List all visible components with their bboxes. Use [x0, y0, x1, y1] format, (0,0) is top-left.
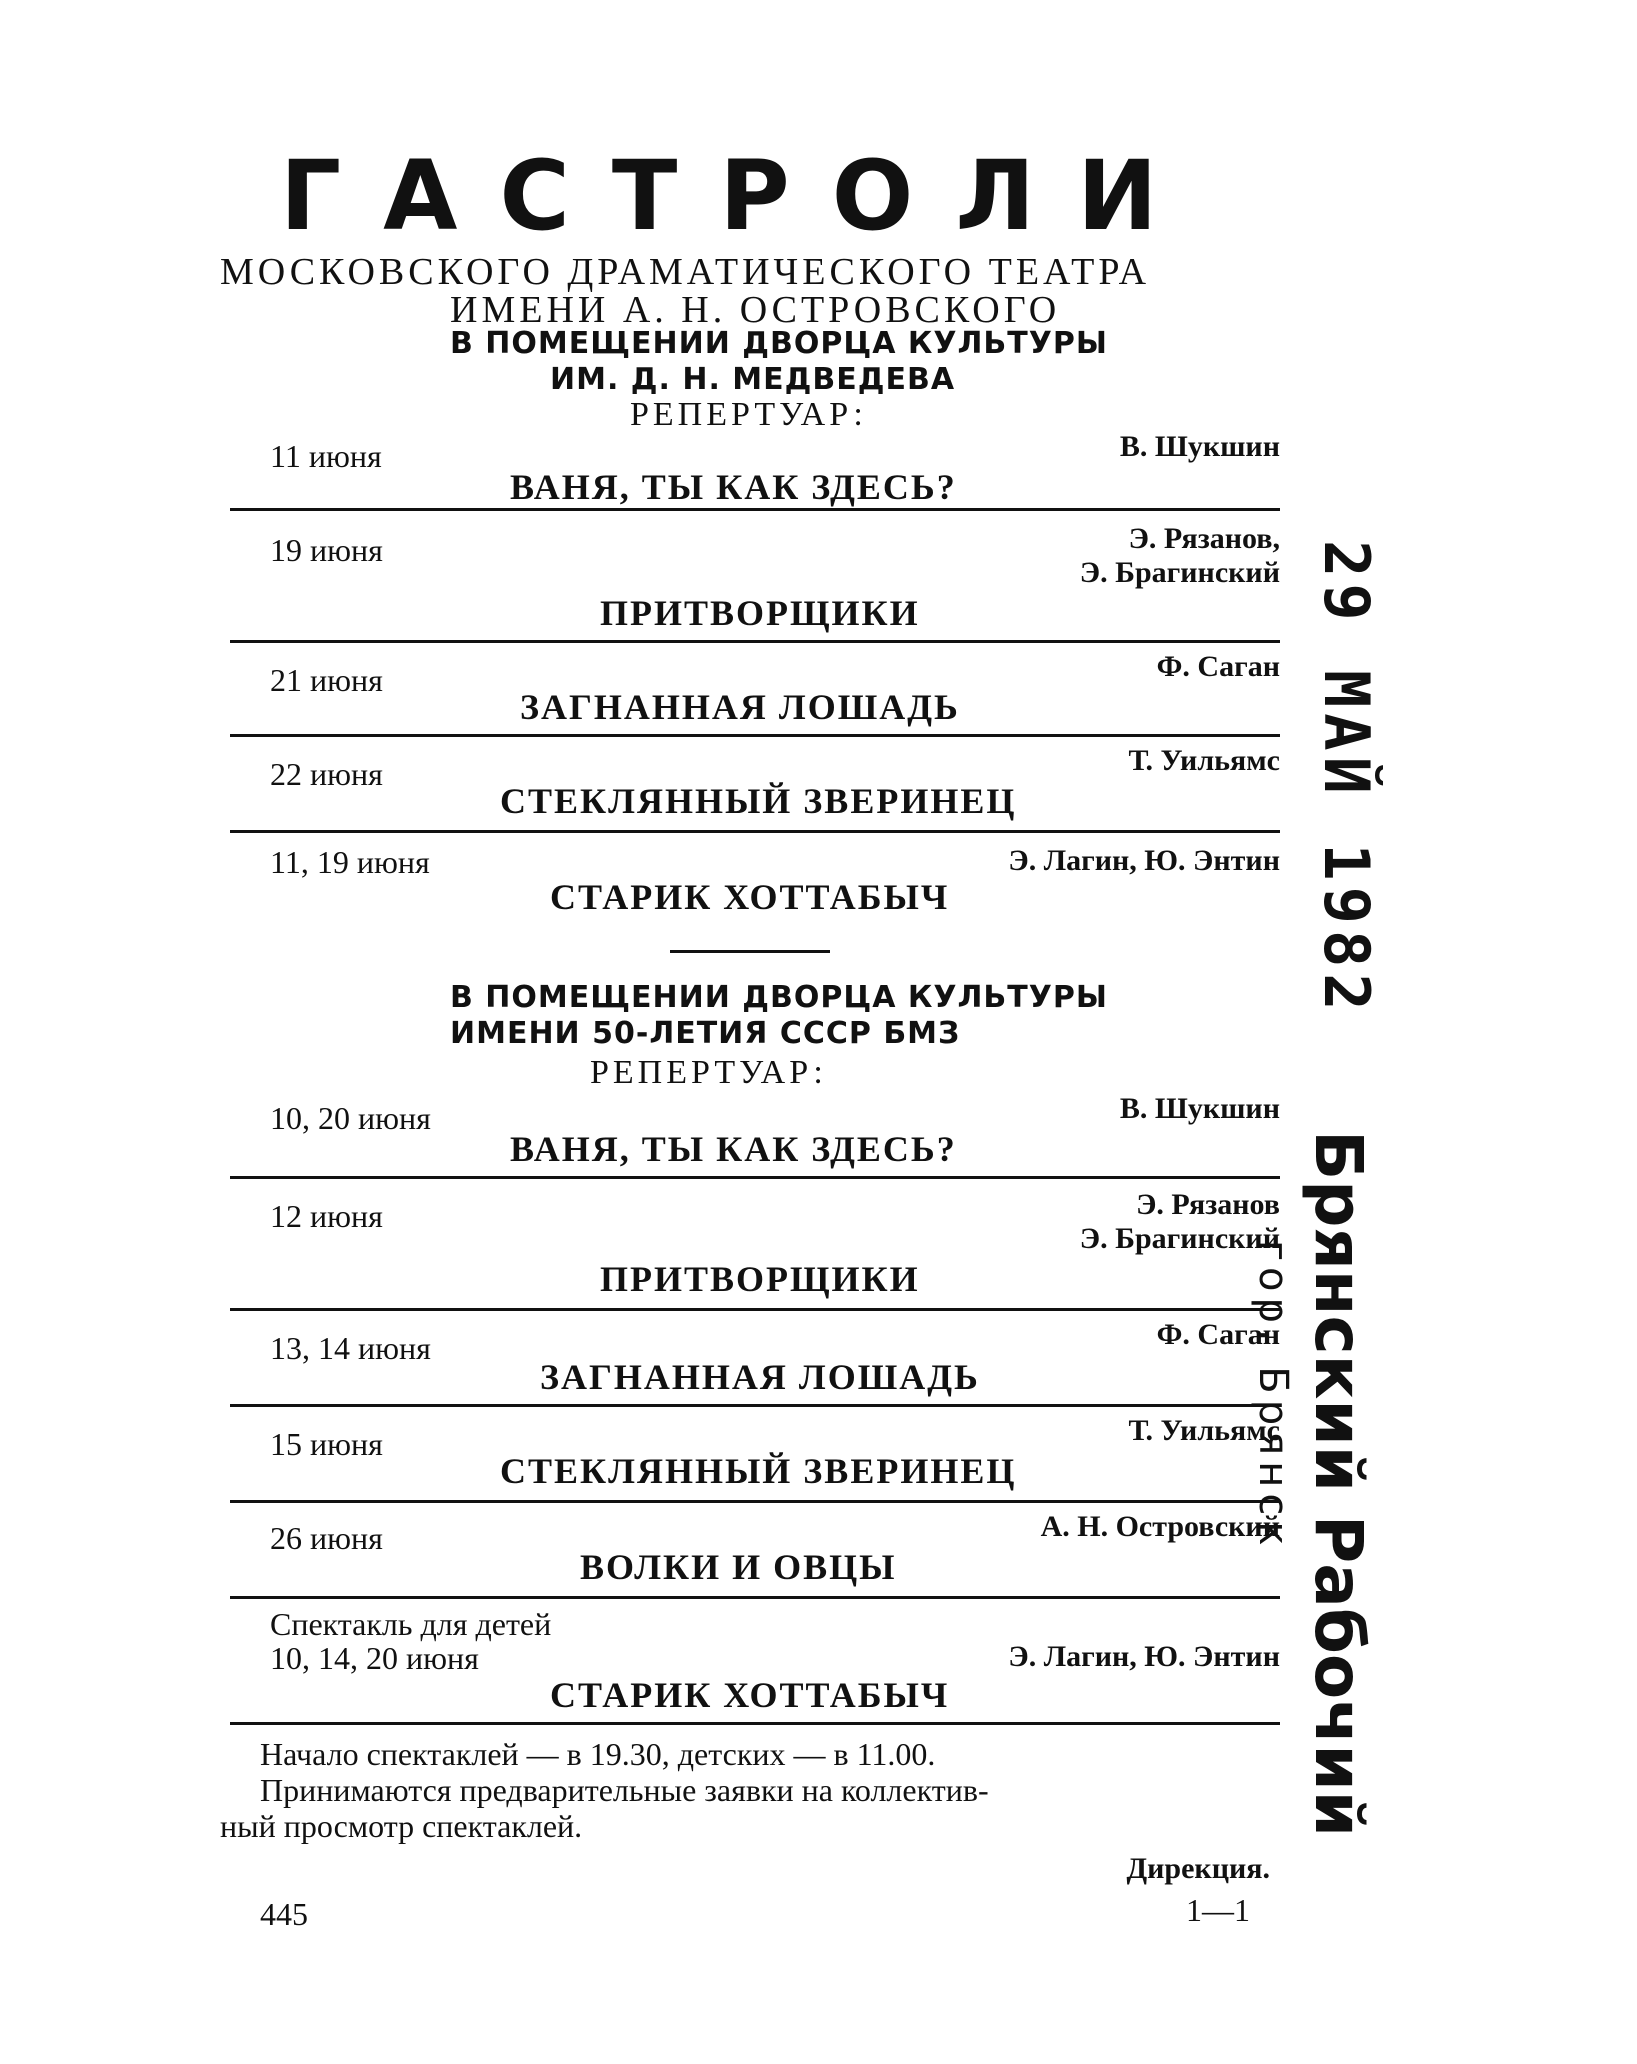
play-title: ПРИТВОРЩИКИ [600, 593, 920, 633]
list-item [240, 1414, 1280, 1494]
footer-start-times: Начало спектаклей — в 19.30, детских — в 11.00. [260, 1736, 936, 1772]
performance-date: 26 июня [270, 1520, 383, 1556]
divider [230, 640, 1280, 643]
performance-date: 11 июня [270, 438, 382, 474]
play-title: СТАРИК ХОТТАБЫЧ [550, 1675, 950, 1715]
performance-date: 10, 14, 20 июня [270, 1640, 479, 1676]
divider [230, 508, 1280, 511]
divider [230, 734, 1280, 737]
performance-date: 13, 14 июня [270, 1330, 431, 1366]
list-item [240, 430, 1280, 510]
play-title: СТАРИК ХОТТАБЫЧ [550, 877, 950, 917]
list-item [240, 1606, 1280, 1716]
footer-requests: Принимаются предварительные заявки на коллектив- [260, 1772, 989, 1808]
divider [230, 1404, 1280, 1407]
performance-date: 11, 19 июня [270, 844, 430, 880]
author: Ф. Саган [1156, 1318, 1280, 1351]
list-item [240, 522, 1280, 632]
author-second: Э. Брагинский [1079, 556, 1280, 589]
author: Т. Уильямс [1128, 1414, 1280, 1447]
venue2-repertoire-heading: РЕПЕРТУАР: [590, 1054, 827, 1091]
venue1-repertoire-heading: РЕПЕРТУАР: [630, 396, 867, 433]
performance-date: 21 июня [270, 662, 383, 698]
list-item [240, 844, 1280, 924]
play-title: ВАНЯ, ТЫ КАК ЗДЕСЬ? [510, 1129, 957, 1169]
divider [230, 1308, 1280, 1311]
list-item [240, 1092, 1280, 1172]
author: В. Шукшин [1119, 1092, 1280, 1125]
author: Э. Лагин, Ю. Энтин [1008, 844, 1280, 877]
author: Ф. Саган [1156, 650, 1280, 683]
issue-number: 1—1 [1186, 1892, 1250, 1928]
children-label: Спектакль для детей [270, 1606, 552, 1642]
section-divider [670, 950, 830, 953]
performance-date: 12 июня [270, 1198, 383, 1234]
performance-date: 15 июня [270, 1426, 383, 1462]
list-item [240, 650, 1280, 730]
play-title: ПРИТВОРЩИКИ [600, 1259, 920, 1299]
city-stamp: гор. Брянск [1250, 1240, 1296, 1552]
performance-date: 10, 20 июня [270, 1100, 431, 1136]
signature: Дирекция. [1126, 1852, 1270, 1885]
play-title: СТЕКЛЯННЫЙ ЗВЕРИНЕЦ [500, 781, 1017, 821]
author: Э. Рязанов, [1128, 522, 1280, 555]
divider [230, 1500, 1280, 1503]
author: А. Н. Островский [1040, 1510, 1280, 1543]
venue2-line1: В ПОМЕЩЕНИИ ДВОРЦА КУЛЬТУРЫ [450, 980, 1108, 1015]
play-title: ЗАГНАННАЯ ЛОШАДЬ [540, 1357, 980, 1397]
author: Э. Лагин, Ю. Энтин [1008, 1640, 1280, 1673]
play-title: СТЕКЛЯННЫЙ ЗВЕРИНЕЦ [500, 1451, 1017, 1491]
list-item [240, 1188, 1280, 1298]
venue1-line1: В ПОМЕЩЕНИИ ДВОРЦА КУЛЬТУРЫ [450, 326, 1108, 361]
play-title: ЗАГНАННАЯ ЛОШАДЬ [520, 687, 960, 727]
author-second: Э. Брагинский [1079, 1222, 1280, 1255]
page-title: ГАСТРОЛИ [280, 140, 1200, 252]
divider [230, 1722, 1280, 1725]
venue1-line2: ИМ. Д. Н. МЕДВЕДЕВА [550, 362, 956, 397]
list-item [240, 744, 1280, 824]
play-title: ВОЛКИ И ОВЦЫ [580, 1547, 897, 1587]
divider [230, 1176, 1280, 1179]
author: В. Шукшин [1119, 430, 1280, 463]
divider [230, 1596, 1280, 1599]
list-item [240, 1318, 1280, 1398]
performance-date: 22 июня [270, 756, 383, 792]
author: Т. Уильямс [1128, 744, 1280, 777]
divider [230, 830, 1280, 833]
theatre-name-line2: ИМЕНИ А. Н. ОСТРОВСКОГО [450, 289, 1061, 331]
theatre-name-line1: МОСКОВСКОГО ДРАМАТИЧЕСКОГО ТЕАТРА [220, 251, 1151, 293]
list-item [240, 1510, 1280, 1590]
ad-number: 445 [260, 1896, 308, 1932]
play-title: ВАНЯ, ТЫ КАК ЗДЕСЬ? [510, 467, 957, 507]
performance-date: 19 июня [270, 532, 383, 568]
newspaper-stamp: Брянский Рабочий [1300, 1130, 1377, 1838]
footer-requests-cont: ный просмотр спектаклей. [220, 1808, 583, 1844]
venue2-line2: ИМЕНИ 50-ЛЕТИЯ СССР БМЗ [450, 1016, 961, 1051]
author: Э. Рязанов [1136, 1188, 1280, 1221]
date-stamp: 29 МАЙ 1982 [1310, 540, 1383, 1017]
